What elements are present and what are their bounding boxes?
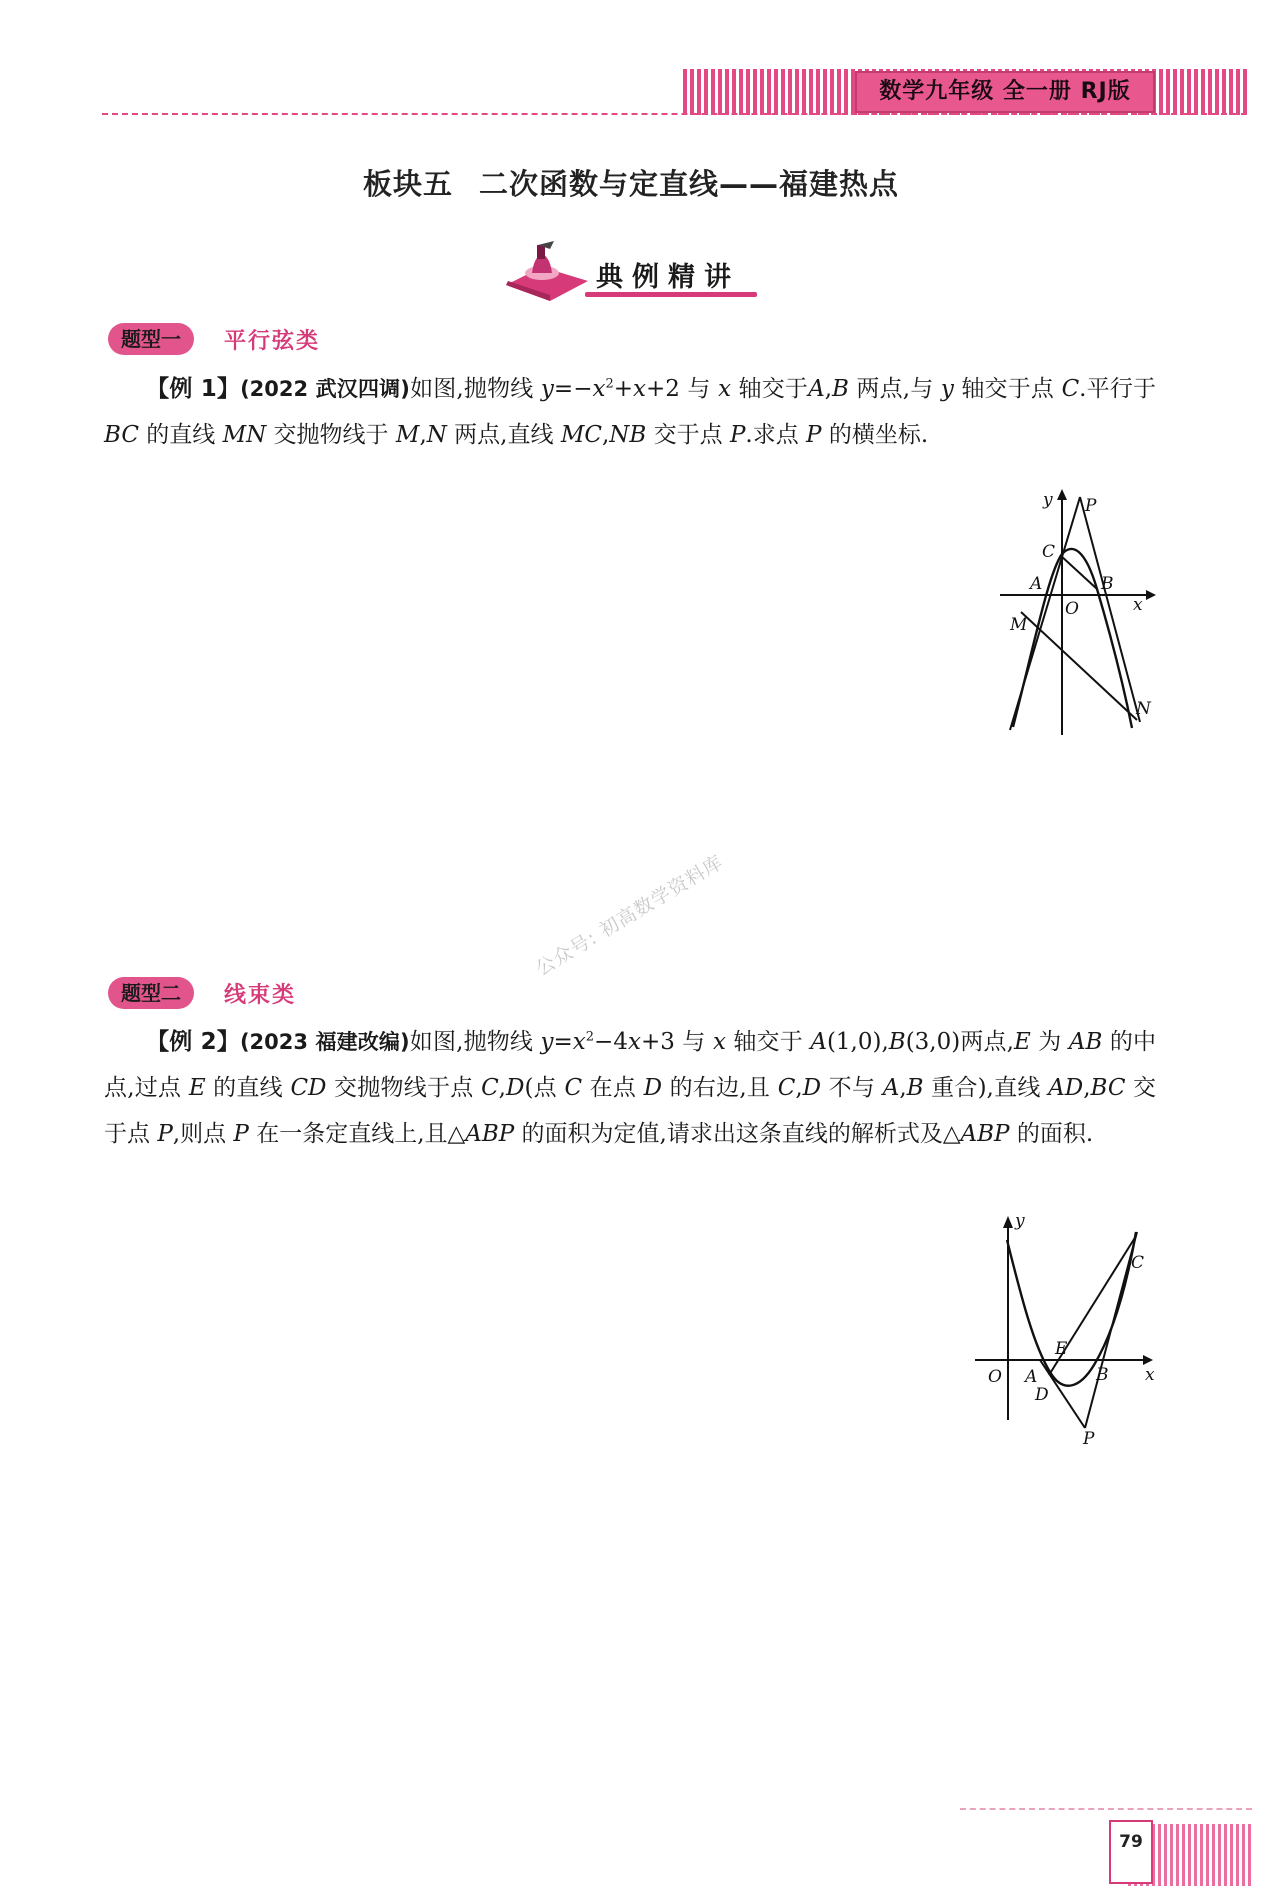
- line-nb: [1080, 497, 1140, 722]
- example2-figure: [970, 1205, 1165, 1450]
- y-axis-arrow: [1057, 489, 1067, 500]
- label-a: A: [1025, 1367, 1038, 1387]
- example1-text: 【例 1】(2022 武汉四调)如图,抛物线 $y=-x^2+x+2$ 与 x 轴交于A,B 两点,与 y 轴交于点 C.平行于 BC 的直线 MN 交抛物线于 M,N 两点,直线 MC,NB 交于点 P.求点 P 的横坐标.: [104, 376, 1157, 448]
- label-y: y: [1043, 490, 1053, 510]
- label-d: D: [1035, 1385, 1049, 1405]
- header-divider: [102, 113, 1247, 115]
- example1-source: (2022 武汉四调): [240, 377, 410, 401]
- type2-title: 线束类: [224, 983, 297, 1008]
- type1-tag: 题型一: [108, 323, 194, 355]
- pen-inkwell-icon: [502, 241, 592, 303]
- type1-title: 平行弦类: [224, 329, 321, 354]
- label-b: B: [1101, 574, 1114, 594]
- banner-label: 典例精讲: [596, 262, 740, 293]
- label-o: O: [988, 1367, 1002, 1387]
- watermark: 公众号: 初高数学资料库: [532, 850, 728, 981]
- label-p: P: [1083, 1429, 1095, 1449]
- footer-divider: [960, 1808, 1252, 1810]
- line-bc: [1085, 1232, 1137, 1428]
- label-p: P: [1085, 496, 1097, 516]
- label-e: E: [1055, 1339, 1068, 1359]
- section-title: [0, 162, 1262, 203]
- example2-text: 【例 2】(2023 福建改编)如图,抛物线 $y=x^2-4x+3$ 与 x 轴交于 A(1,0),B(3,0)两点,E 为 AB 的中点,过点 E 的直线 CD 交抛物线于点 C,D(点 C 在点 D 的右边,且 C,D 不与 A,B 重合),直线 AD,BC 交于点 P,则点 P 在一条定直线上,且△ABP 的面积为定值,请求出这条直线的解析式及△ABP 的面积.: [104, 1029, 1157, 1147]
- x-axis-arrow: [1143, 1355, 1153, 1365]
- label-b: B: [1096, 1365, 1109, 1385]
- line-mn: [1021, 612, 1137, 720]
- example1-label: 【例 1】: [146, 376, 241, 402]
- section-topic: 二次函数与定直线——福建热点: [479, 167, 900, 201]
- example2-source: (2023 福建改编): [239, 1030, 410, 1054]
- label-x: x: [1133, 595, 1143, 615]
- label-c: C: [1042, 542, 1056, 562]
- book-label: 数学九年级 全一册 RJ版: [855, 71, 1155, 113]
- label-y: y: [1015, 1211, 1025, 1231]
- y-axis-arrow: [1003, 1216, 1013, 1228]
- section-number: 板块五: [362, 167, 453, 201]
- label-a: A: [1030, 574, 1043, 594]
- example1-figure: [990, 480, 1160, 740]
- example2-label: 【例 2】: [146, 1029, 240, 1055]
- page-number: 79: [1109, 1820, 1153, 1884]
- label-m: M: [1010, 615, 1028, 635]
- label-n: N: [1136, 699, 1151, 719]
- x-axis-arrow: [1146, 590, 1156, 600]
- label-c: C: [1131, 1253, 1145, 1273]
- label-o: O: [1065, 599, 1079, 619]
- type2-tag: 题型二: [108, 977, 194, 1009]
- label-x: x: [1145, 1365, 1155, 1385]
